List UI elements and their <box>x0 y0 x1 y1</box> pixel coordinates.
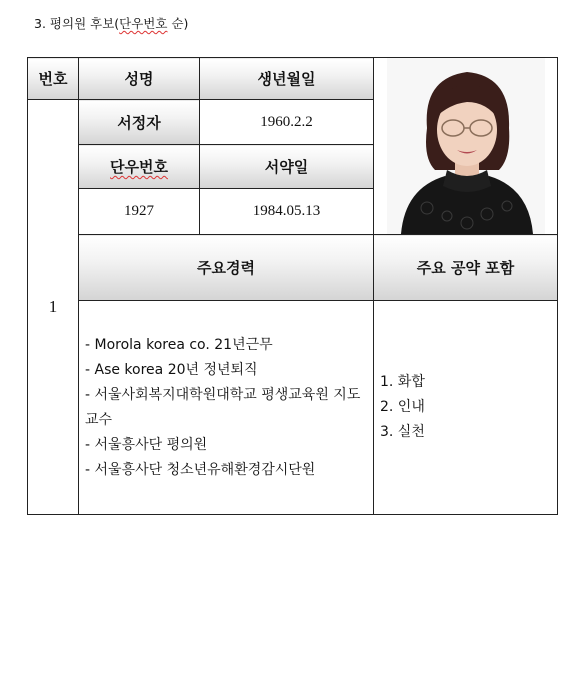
section-title-start: 평의원 후보( <box>49 16 120 31</box>
header-pledges: 주요 공약 포함 <box>374 235 558 301</box>
photo-cell <box>374 58 558 235</box>
pledge-item: 1. 화합 <box>380 374 425 390</box>
career-item: - 서울흥사단 청소년유해환경감시단원 <box>85 461 316 478</box>
candidate-number: 1 <box>28 100 79 515</box>
section-title-end: 순) <box>167 16 189 31</box>
career-item: - Ase korea 20년 정년퇴직 <box>85 361 258 378</box>
pledges-cell <box>374 301 558 515</box>
candidate-table <box>27 57 558 515</box>
pledge-item: 2. 인내 <box>380 399 425 415</box>
career-item: - Morola korea co. 21년근무 <box>85 336 273 353</box>
header-no: 번호 <box>28 58 79 100</box>
career-list <box>85 333 367 483</box>
header-birth: 생년월일 <box>200 58 374 100</box>
career-cell <box>79 301 374 515</box>
pledges-list <box>380 370 551 445</box>
header-member-no: 단우번호 <box>79 145 200 189</box>
section-title <box>34 14 188 32</box>
career-item: - 서울사회복지대학원대학교 평생교육원 지도교수 <box>85 386 361 428</box>
header-oath-date: 서약일 <box>200 145 374 189</box>
member-no-value: 1927 <box>79 189 200 235</box>
section-number: 3. <box>34 16 46 31</box>
header-career: 주요경력 <box>79 235 374 301</box>
birth-value: 1960.2.2 <box>200 100 374 145</box>
section-title-underlined: 단우번호 <box>119 16 168 31</box>
pledge-item: 3. 실천 <box>380 424 425 440</box>
career-item: - 서울흥사단 평의원 <box>85 436 208 453</box>
name-value: 서정자 <box>79 100 200 145</box>
oath-date-value: 1984.05.13 <box>200 189 374 235</box>
header-name: 성명 <box>79 58 200 100</box>
candidate-photo <box>387 58 545 234</box>
portrait-icon <box>387 58 545 234</box>
